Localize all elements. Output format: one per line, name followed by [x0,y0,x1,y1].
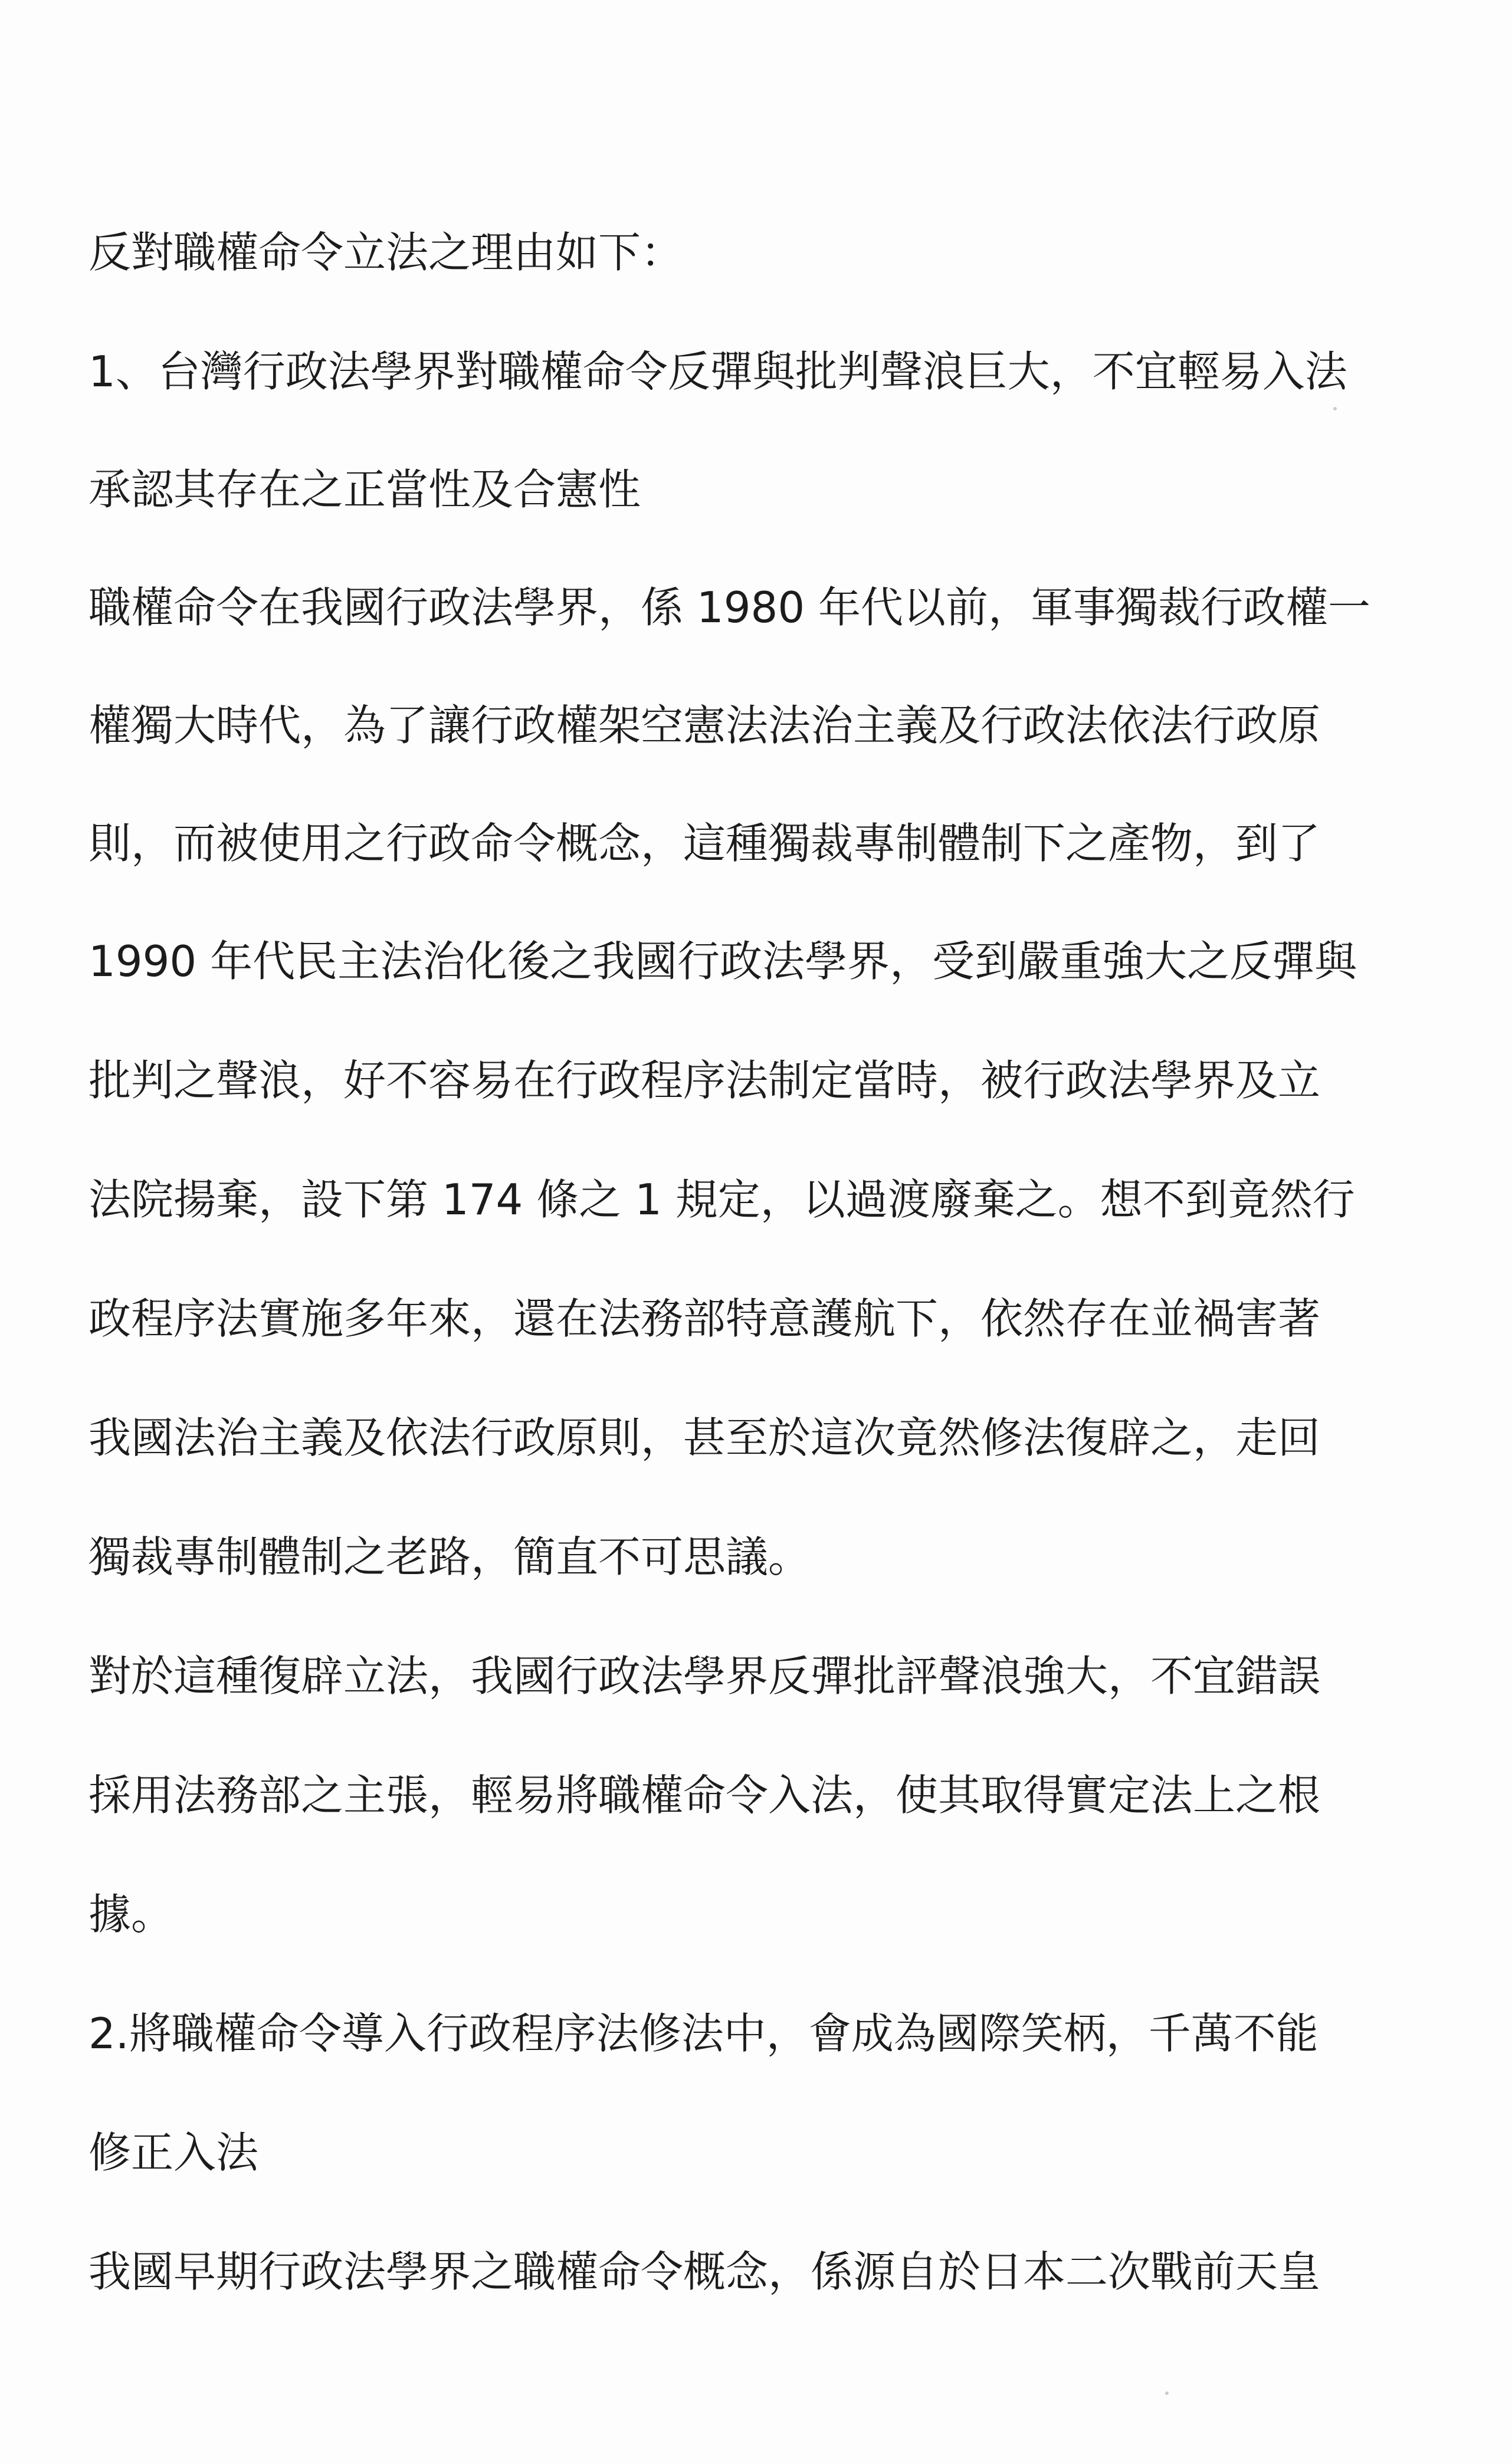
text-line: 我國早期行政法學界之職權命令概念，係源自於日本二次戰前天皇 [88,2247,1321,2297]
text-line: 修正入法 [88,2128,259,2177]
text-line: 職權命令在我國行政法學界，係 1980 年代以前，軍事獨裁行政權一 [88,583,1371,632]
text-line-heading: 反對職權命令立法之理由如下： [88,228,684,277]
text-line: 法院揚棄，設下第 174 條之 1 規定，以過渡廢棄之。想不到竟然行 [88,1175,1355,1224]
text-line: 承認其存在之正當性及合憲性 [88,465,641,514]
text-line: 採用法務部之主張，輕易將職權命令入法，使其取得實定法上之根 [88,1770,1321,1820]
text-line: 2.將職權命令導入行政程序法修法中，會成為國際笑柄，千萬不能 [88,2009,1319,2058]
text-line: 獨裁專制體制之老路，簡直不可思議。 [88,1532,811,1582]
text-line: 政程序法實施多年來，還在法務部特意護航下，依然存在並禍害著 [88,1294,1321,1343]
text-line: 則，而被使用之行政命令概念，這種獨裁專制體制下之產物，到了 [88,819,1321,868]
text-line: 我國法治主義及依法行政原則，甚至於這次竟然修法復辟之，走回 [88,1413,1321,1463]
text-line: 對於這種復辟立法，我國行政法學界反彈批評聲浪強大，不宜錯誤 [88,1651,1321,1701]
text-line: 1990 年代民主法治化後之我國行政法學界，受到嚴重強大之反彈與 [88,937,1357,986]
text-line: 據。 [88,1890,174,1939]
text-line: 批判之聲浪，好不容易在行政程序法制定當時，被行政法學界及立 [88,1056,1321,1105]
scan-speck [1165,2391,1169,2395]
scan-speck [1333,407,1337,410]
text-line: 權獨大時代，為了讓行政權架空憲法法治主義及行政法依法行政原 [88,701,1321,750]
text-line: 1、台灣行政法學界對職權命令反彈與批判聲浪巨大，不宜輕易入法 [88,347,1347,396]
